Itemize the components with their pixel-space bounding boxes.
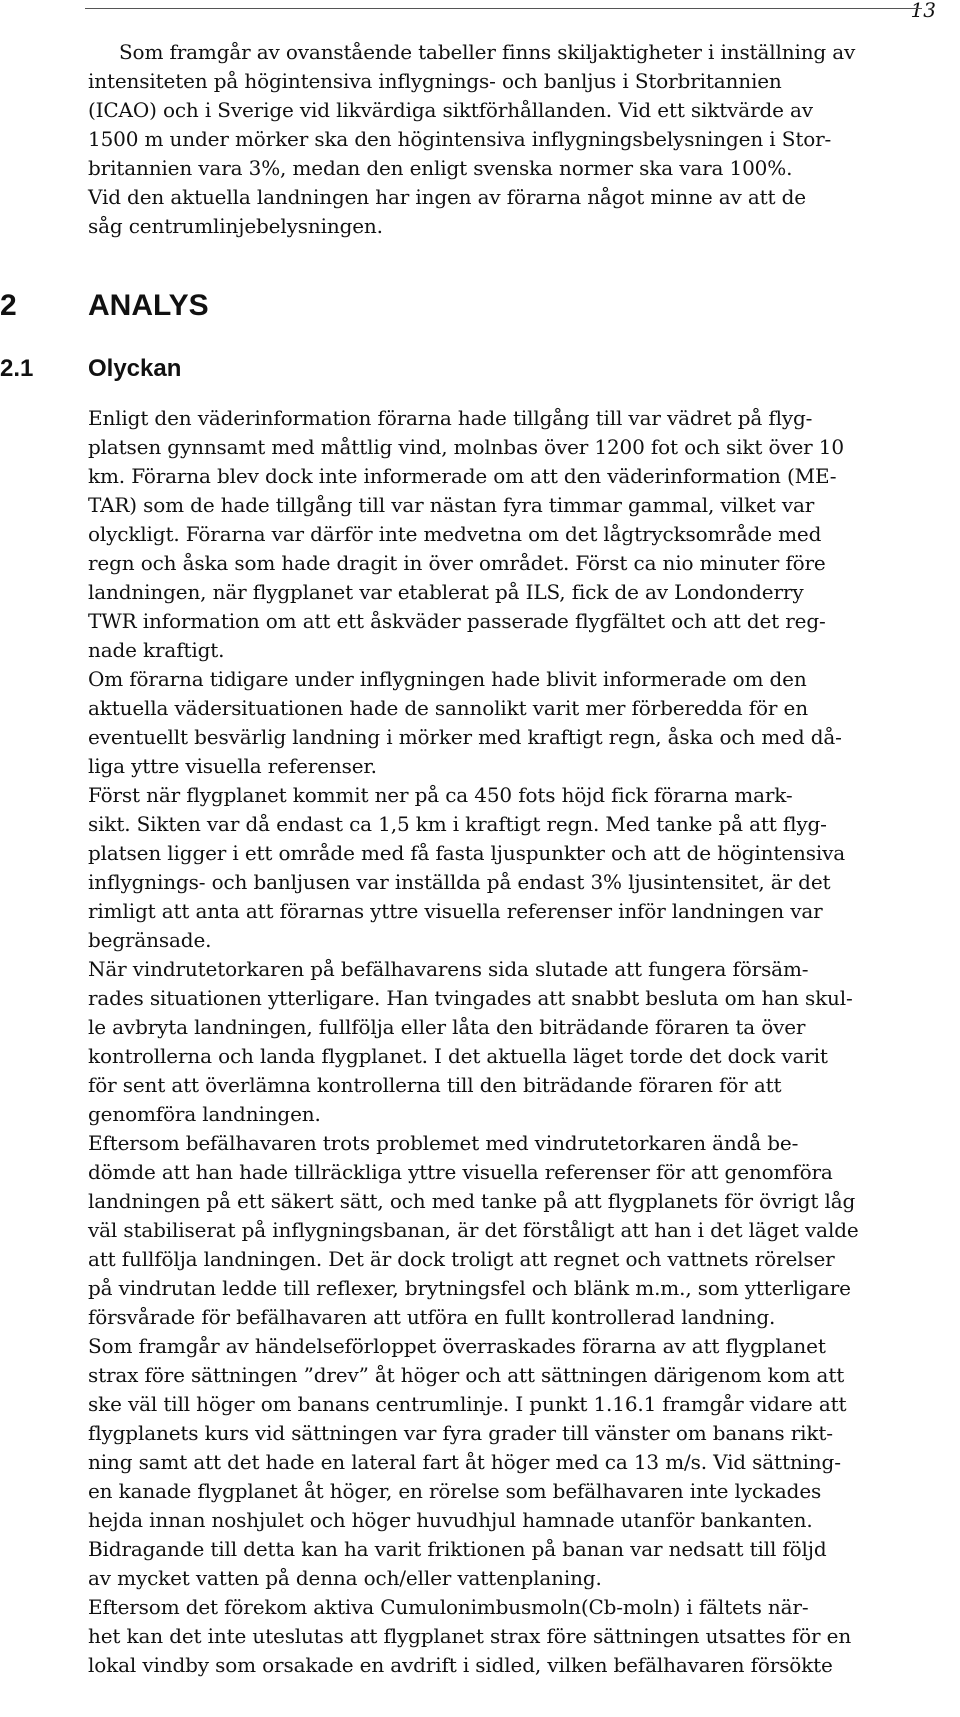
body-paragraph-7: Eftersom det förekom aktiva Cumulonimbusmoln(Cb-moln) i fältets när- het kan det inte uteslutas att flygplanet strax före sättningen utsattes för en lokal vindby som orsakade en avdrift i sidled, vilken befälhavaren försökte — [88, 1595, 852, 1677]
page-number: 13 — [910, 0, 936, 22]
page-content — [0, 38, 926, 1680]
body-paragraph-5: Eftersom befälhavaren trots problemet med vindrutetorkaren ändå be- dömde att han hade tillräckliga yttre visuella referenser för att genomföra landningen på ett säkert sätt, och med tanke på att flygplanets för övrigt låg väl stabiliserat på inflygningsbanan, är det förståligt att han i det läget valde att fullfölja landningen. Det är dock troligt att regnet och vattnets rörelser på vindrutan ledde till reflexer, brytningsfel och blänk m.m., som ytterligare försvårade för befälhavaren att utföra en fullt kontrollerad landning. — [88, 1131, 859, 1329]
body-text — [88, 404, 926, 1680]
section-number: 2 — [0, 289, 17, 322]
header-rule — [85, 8, 922, 9]
body-paragraph-2: Om förarna tidigare under inflygningen hade blivit informerade om den aktuella vädersituationen hade de sannolikt varit mer förberedda för en eventuellt besvärlig landning i mörker med kraftigt regn, åska och med då- liga yttre visuella referenser. — [88, 667, 842, 778]
body-paragraph-4: När vindrutetorkaren på befälhavarens sida slutade att fungera försäm- rades situationen ytterligare. Han tvingades att snabbt besluta om han skul- le avbryta landningen, fullfölja eller låta den biträdande föraren ta över kontrollerna och landa flygplanet. I det aktuella läget torde det dock varit för sent att överlämna kontrollerna till den biträdande föraren för att genomföra landningen. — [88, 957, 853, 1126]
section-heading — [0, 289, 926, 323]
body-paragraph-1: Enligt den väderinformation förarna hade tillgång till var vädret på flyg- platsen gynnsamt med måttlig vind, molnbas över 1200 fot och sikt över 10 km. Förarna blev dock inte informerade om att den väderinformation (ME- TAR) som de hade tillgång till var nästan fyra timmar gammal, vilket var olyckligt. Förarna var därför inte medvetna om det lågtrycksområde med regn och åska som hade dragit in över området. Först ca nio minuter före landningen, när flygplanet var etablerat på ILS, fick de av Londonderry TWR information om att ett åskväder passerade flygfältet och att det reg- nade kraftigt. — [88, 406, 844, 662]
subsection-heading — [0, 354, 926, 384]
body-paragraph-3: Först när flygplanet kommit ner på ca 450 fots höjd fick förarna mark- sikt. Sikten var då endast ca 1,5 km i kraftigt regn. Med tanke på att flyg- platsen ligger i ett område med få fasta ljuspunkter och att de högintensiva inflygnings- och banljusen var inställda på endast 3% ljusintensitet, är det rimligt att anta att förarnas yttre visuella referenser inför landningen var begränsade. — [88, 783, 845, 952]
intro-text — [88, 38, 926, 241]
body-paragraph-6: Som framgår av händelseförloppet överraskades förarna av att flygplanet strax före sättningen ”drev” åt höger och att sättningen därigenom kom att ske väl till höger om banans centrumlinje. I punkt 1.16.1 framgår vidare att flygplanets kurs vid sättningen var fyra grader till vänster om banans rikt- ning samt att det hade en lateral fart åt höger med ca 13 m/s. Vid sättning- en kanade flygplanet åt höger, en rörelse som befälhavaren inte lyckades hejda innan noshjulet och höger huvudhjul hamnade utanför bankanten. Bidragande till detta kan ha varit friktionen på banan var nedsatt till följd av mycket vatten på denna och/eller vattenplaning. — [88, 1334, 847, 1590]
intro-paragraph-1: Som framgår av ovanstående tabeller finns skiljaktigheter i inställning av intensiteten på högintensiva inflygnings- och banljus i Storbritannien (ICAO) och i Sverige vid likvärdiga siktförhållanden. Vid ett siktvärde av 1500 m under mörker ska den högintensiva inflygningsbelysningen i Stor- britannien vara 3%, medan den enligt svenska normer ska vara 100%. — [88, 40, 856, 180]
section-title: ANALYS — [88, 289, 209, 322]
subsection-title: Olyckan — [88, 355, 182, 382]
subsection-number: 2.1 — [0, 355, 34, 382]
intro-paragraph-2: Vid den aktuella landningen har ingen av förarna något minne av att de såg centrumlinjebelysningen. — [88, 185, 806, 238]
